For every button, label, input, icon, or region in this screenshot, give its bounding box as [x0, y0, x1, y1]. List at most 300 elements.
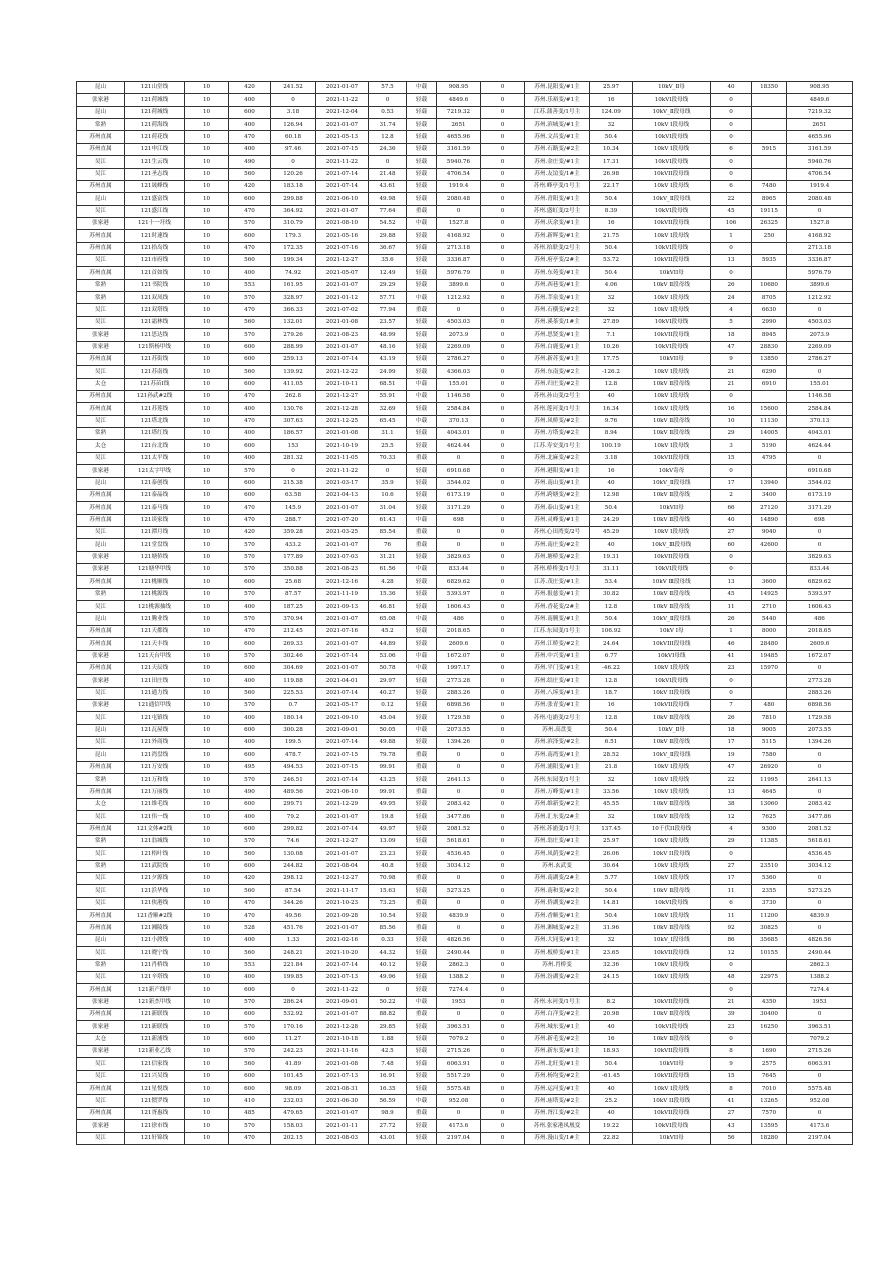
table-cell: 轻载	[407, 1132, 437, 1144]
table-cell: 10kV Ⅰ段母线	[633, 971, 711, 983]
table-cell: 478.7	[271, 749, 316, 761]
table-cell: 2584.84	[787, 403, 853, 415]
table-cell: 242.23	[271, 1046, 316, 1058]
table-cell: 32	[590, 811, 633, 823]
table-cell: 张家港	[77, 94, 125, 106]
table-cell: 2021-07-14	[316, 353, 369, 365]
table-cell: 470	[229, 502, 271, 514]
table-cell: 600	[229, 860, 271, 872]
table-cell: 5115	[752, 737, 787, 749]
table-cell: 0	[437, 873, 481, 885]
table-cell: 0	[481, 811, 525, 823]
table-row	[77, 514, 853, 526]
table-cell: 10	[185, 143, 229, 155]
table-cell: 186.57	[271, 428, 316, 440]
table-cell: 苏州.汾湖变/#2主	[525, 971, 590, 983]
table-cell: 0.33	[369, 934, 407, 946]
table-cell: 400	[229, 675, 271, 687]
table-cell: 2081.52	[437, 823, 481, 835]
table-cell: 苏州直属	[77, 131, 125, 143]
table-cell: 10	[185, 440, 229, 452]
table-cell: 张家港	[77, 1046, 125, 1058]
table-cell: 昆山	[77, 82, 125, 94]
table-cell: 121霜林线	[125, 316, 185, 328]
table-cell: 600	[229, 1070, 271, 1082]
table-cell: 17	[711, 477, 752, 489]
table-cell: 32	[590, 774, 633, 786]
table-cell: 2021-11-22	[316, 156, 369, 168]
table-cell: 121万和线	[125, 774, 185, 786]
table-cell: 26325	[752, 217, 787, 229]
table-cell: 172.35	[271, 242, 316, 254]
table-cell: 2021-01-07	[316, 205, 369, 217]
table-cell: 0	[787, 749, 853, 761]
table-cell: 532.92	[271, 1008, 316, 1020]
table-cell: 10kV Ⅰ段母线	[633, 860, 711, 872]
table-cell: 2073.9	[787, 329, 853, 341]
table-cell: 32.36	[590, 959, 633, 971]
table-row	[77, 947, 853, 959]
table-cell: 0	[369, 984, 407, 996]
table-cell: 苏州.肖桥变	[525, 959, 590, 971]
table-cell: 600	[229, 724, 271, 736]
table-cell: 106	[711, 217, 752, 229]
table-cell: 苏州.石路变/#2主	[525, 143, 590, 155]
table-cell: 1997.17	[437, 662, 481, 674]
table-cell: 10	[185, 934, 229, 946]
table-cell: 15.63	[369, 885, 407, 897]
table-row	[77, 910, 853, 922]
table-cell: 苏州.北麻变/#2主	[525, 452, 590, 464]
table-cell: 苏州直属	[77, 143, 125, 155]
table-cell: 560	[229, 168, 271, 180]
table-cell: 121书院线	[125, 279, 185, 291]
table-cell: 100.19	[590, 440, 633, 452]
table-cell: 轻载	[407, 156, 437, 168]
table-cell: 2021-05-16	[316, 230, 369, 242]
table-cell: 10kV Ⅰ段母线	[633, 366, 711, 378]
table-cell: 31.11	[590, 564, 633, 576]
table-row	[77, 922, 853, 934]
table-cell: 10kV Ⅱ段母线	[633, 489, 711, 501]
table-cell: 4624.44	[787, 440, 853, 452]
table-cell: 4536.45	[437, 848, 481, 860]
table-cell: 1394.26	[437, 737, 481, 749]
table-cell: 吴江	[77, 316, 125, 328]
table-cell: 10kV Ⅱ段母线	[633, 378, 711, 390]
table-cell: 苏州.苏浦变/1号主	[525, 823, 590, 835]
table-cell: 10	[185, 378, 229, 390]
table-cell: 2021-11-22	[316, 984, 369, 996]
table-cell: 400	[229, 267, 271, 279]
table-cell: 2021-06-10	[316, 786, 369, 798]
table-cell: 50.78	[369, 662, 407, 674]
table-row	[77, 971, 853, 983]
table-cell: 10	[185, 551, 229, 563]
table-cell: 5976.79	[787, 267, 853, 279]
table-cell: 苏州.南腾变/#1主	[525, 613, 590, 625]
table-cell: 常熟	[77, 588, 125, 600]
table-cell: 10	[185, 922, 229, 934]
table-cell: 35.6	[369, 255, 407, 267]
table-cell: 121太字甲线	[125, 465, 185, 477]
table-cell: 5940.76	[437, 156, 481, 168]
table-cell: 30400	[752, 1008, 787, 1020]
table-cell: 2651	[787, 119, 853, 131]
table-cell: 22.82	[590, 1132, 633, 1144]
table-cell: 4173.6	[787, 1120, 853, 1132]
table-cell: 53.4	[590, 576, 633, 588]
table-cell: 0	[481, 687, 525, 699]
table-cell: 10kV Ⅰ段母线	[633, 304, 711, 316]
table-cell: 19	[711, 749, 752, 761]
table-cell: 65.45	[369, 415, 407, 427]
table-cell: 6	[711, 180, 752, 192]
table-cell: 2021-11-17	[316, 885, 369, 897]
table-cell: 0	[787, 897, 853, 909]
table-cell: 45	[711, 588, 752, 600]
table-cell: 江苏.蒲善变/1号主	[525, 106, 590, 118]
table-cell: 苏州.莲河变/1号主	[525, 403, 590, 415]
table-cell: 常熟	[77, 119, 125, 131]
table-cell: 92	[711, 922, 752, 934]
table-cell: 5190	[752, 440, 787, 452]
table-cell: 27.89	[590, 316, 633, 328]
table-cell: 苏州.归庄变/#2主	[525, 378, 590, 390]
table-cell: 苏州.方塔变/#2主	[525, 428, 590, 440]
table-cell: 1919.4	[437, 180, 481, 192]
table-cell: 121武院线	[125, 860, 185, 872]
table-cell: 49.56	[271, 910, 316, 922]
table-cell: 121桃源抽线	[125, 601, 185, 613]
table-cell: 410	[229, 1095, 271, 1107]
table-cell: 202.15	[271, 1132, 316, 1144]
table-cell: 10kV Ⅰ段母线	[633, 873, 711, 885]
table-cell: 10.26	[590, 341, 633, 353]
table-cell: 833.44	[787, 564, 853, 576]
table-cell: 21.8	[590, 761, 633, 773]
table-cell: 5575.48	[437, 1083, 481, 1095]
table-cell: 10	[185, 329, 229, 341]
table-cell: 600	[229, 984, 271, 996]
table-cell: 2021-01-07	[316, 341, 369, 353]
table-row	[77, 1070, 853, 1082]
table-cell: 0	[481, 761, 525, 773]
table-row	[77, 502, 853, 514]
table-cell: 10	[185, 959, 229, 971]
table-cell: 40	[711, 514, 752, 526]
table-cell: 0	[481, 1132, 525, 1144]
table-cell: 昆山	[77, 934, 125, 946]
table-cell: 570	[229, 292, 271, 304]
table-cell: 16	[711, 403, 752, 415]
table-cell: 0	[437, 786, 481, 798]
table-cell: 0	[787, 205, 853, 217]
table-cell: 苏州直属	[77, 489, 125, 501]
table-cell: 40	[590, 1107, 633, 1119]
table-cell: 952.08	[437, 1095, 481, 1107]
table-cell: 570	[229, 217, 271, 229]
table-cell: 19115	[752, 205, 787, 217]
table-cell: 420	[229, 82, 271, 94]
table-cell: 0	[481, 539, 525, 551]
table-cell: 10	[185, 1095, 229, 1107]
table-cell: 苏州直属	[77, 1008, 125, 1020]
table-row	[77, 255, 853, 267]
table-cell: 121通信甲线	[125, 699, 185, 711]
table-cell: 轻载	[407, 699, 437, 711]
table-cell: 苏州.溪茶变/1#主	[525, 316, 590, 328]
table-cell: 2021-07-14	[316, 737, 369, 749]
table-cell: 重载	[407, 205, 437, 217]
table-cell: 50.4	[590, 131, 633, 143]
table-cell: 63.58	[271, 489, 316, 501]
table-cell: 苏州.拾联变/2号主	[525, 242, 590, 254]
table-cell: 121星悦线	[125, 1083, 185, 1095]
table-cell: 10kVII母	[633, 353, 711, 365]
table-row	[77, 1107, 853, 1119]
table-cell: 73.25	[369, 897, 407, 909]
table-cell: 11.27	[271, 1033, 316, 1045]
table-cell: 2021-12-29	[316, 798, 369, 810]
table-cell: 中载	[407, 1095, 437, 1107]
table-cell: 10kV II段母线	[633, 1095, 711, 1107]
table-cell: 0	[481, 366, 525, 378]
table-cell: 2073.55	[787, 724, 853, 736]
table-cell: 121翁城线	[125, 835, 185, 847]
table-cell: 轻载	[407, 329, 437, 341]
table-cell: 10kV Ⅰ段母线	[633, 761, 711, 773]
table-cell: 苏州.南庄变/#2主	[525, 539, 590, 551]
table-row	[77, 106, 853, 118]
table-cell: 470	[229, 910, 271, 922]
table-cell: 19.22	[590, 1120, 633, 1132]
table-cell: 54.52	[369, 217, 407, 229]
table-cell: 24.29	[590, 514, 633, 526]
table-cell: 0	[481, 1107, 525, 1119]
table-cell: 10kV_Ⅱ母	[633, 82, 711, 94]
table-cell: 170.16	[271, 1021, 316, 1033]
table-cell: 199.85	[271, 971, 316, 983]
table-cell: 轻载	[407, 1021, 437, 1033]
table-cell: 苏州.灵峰变/#1主	[525, 514, 590, 526]
table-cell: 4795	[752, 452, 787, 464]
table-row	[77, 551, 853, 563]
table-cell: 4173.6	[437, 1120, 481, 1132]
table-cell: 470	[229, 242, 271, 254]
table-cell: 张家港	[77, 1120, 125, 1132]
table-cell: 12.8	[369, 131, 407, 143]
table-cell: 10kVII段母线	[633, 947, 711, 959]
table-cell: 570	[229, 564, 271, 576]
table-cell: 3336.87	[787, 255, 853, 267]
table-cell: 5935	[752, 255, 787, 267]
table-cell: 2080.48	[437, 193, 481, 205]
table-cell: 13940	[752, 477, 787, 489]
table-cell: 0	[711, 848, 752, 860]
table-cell: 0	[481, 217, 525, 229]
table-cell: 18	[711, 724, 752, 736]
table-cell: 570	[229, 465, 271, 477]
table-cell: 35685	[752, 934, 787, 946]
table-cell: 10	[185, 1120, 229, 1132]
table-cell: 2021-09-01	[316, 724, 369, 736]
table-cell: 10kV Ⅱ段母线	[633, 811, 711, 823]
table-cell: 13850	[752, 353, 787, 365]
table-cell: 121新浦线	[125, 1033, 185, 1045]
table-cell: 3171.29	[787, 502, 853, 514]
table-cell: 太仓	[77, 1033, 125, 1045]
table-cell: 4645	[752, 786, 787, 798]
table-cell: 9	[711, 1058, 752, 1070]
table-cell: 10	[185, 947, 229, 959]
table-cell: 苏州直属	[77, 1107, 125, 1119]
table-cell: 轻载	[407, 255, 437, 267]
table-cell: 57.5	[369, 82, 407, 94]
table-cell: 262.8	[271, 390, 316, 402]
table-cell: 600	[229, 341, 271, 353]
table-cell: 2197.04	[787, 1132, 853, 1144]
table-cell: 36.67	[369, 242, 407, 254]
table-cell: 0	[787, 1070, 853, 1082]
table-cell: 苏州.东南变/#2主	[525, 366, 590, 378]
table-cell: 轻载	[407, 428, 437, 440]
table-cell: 121十一圩线	[125, 217, 185, 229]
table-cell: 6630	[752, 304, 787, 316]
table-cell: 2490.44	[787, 947, 853, 959]
table-cell: 1953	[437, 996, 481, 1008]
table-cell: 600	[229, 193, 271, 205]
table-row	[77, 477, 853, 489]
table-body	[77, 82, 853, 1145]
table-row	[77, 1033, 853, 1045]
table-cell: 吴江	[77, 415, 125, 427]
table-cell: 121夕源线	[125, 873, 185, 885]
table-cell: 10	[185, 860, 229, 872]
table-cell	[752, 156, 787, 168]
table-row	[77, 304, 853, 316]
table-cell: 常熟	[77, 860, 125, 872]
table-cell: 10	[185, 477, 229, 489]
table-cell: 3171.29	[437, 502, 481, 514]
table-cell: 11	[711, 910, 752, 922]
table-cell: 570	[229, 1021, 271, 1033]
table-row	[77, 131, 853, 143]
table-cell: 16	[590, 217, 633, 229]
table-cell: 苏州.平门变/#1主	[525, 662, 590, 674]
table-cell: 10kV Ⅰ段母线	[633, 1083, 711, 1095]
table-cell: 4.28	[369, 576, 407, 588]
table-cell: 苏州.峰亭变/1号主	[525, 180, 590, 192]
table-cell: 50.4	[590, 502, 633, 514]
table-cell: 480	[752, 699, 787, 711]
table-cell: 6910.68	[437, 465, 481, 477]
table-cell: 269.33	[271, 638, 316, 650]
table-cell: 轻载	[407, 1033, 437, 1045]
table-cell: 21	[711, 378, 752, 390]
table-cell: 轻载	[407, 94, 437, 106]
table-cell: 2021-01-07	[316, 539, 369, 551]
table-cell: 9.76	[590, 415, 633, 427]
table-cell: 45.04	[369, 712, 407, 724]
table-cell: 6910	[752, 378, 787, 390]
table-cell: 2021-01-07	[316, 279, 369, 291]
table-cell: 3899.6	[437, 279, 481, 291]
table-cell: 86	[711, 934, 752, 946]
table-cell: 1729.58	[787, 712, 853, 724]
table-cell: 470	[229, 514, 271, 526]
table-cell: 10千伏II段母线	[633, 823, 711, 835]
table-cell: 570	[229, 551, 271, 563]
table-cell: 121屯镇线	[125, 712, 185, 724]
table-cell: 0	[437, 749, 481, 761]
table-row	[77, 82, 853, 94]
line-load-table	[76, 81, 832, 1145]
table-cell: 30.82	[590, 588, 633, 600]
table-cell: 0	[481, 205, 525, 217]
table-cell	[633, 984, 711, 996]
table-cell: 199.34	[271, 255, 316, 267]
table-cell: 轻载	[407, 638, 437, 650]
table-cell: 0.7	[271, 699, 316, 711]
table-cell: 121塔北线	[125, 415, 185, 427]
table-cell: 10kV Ⅰ段母线	[633, 786, 711, 798]
table-cell: 2021-08-04	[316, 860, 369, 872]
table-cell: 0	[481, 292, 525, 304]
table-cell: 2786.27	[437, 353, 481, 365]
table-cell: 苏州.文昌变/#1主	[525, 131, 590, 143]
table-cell: 0	[481, 1033, 525, 1045]
table-cell: 苏州.盛虹变/2号主	[525, 205, 590, 217]
table-cell: 48.99	[369, 329, 407, 341]
table-cell: 2021-03-17	[316, 477, 369, 489]
table-cell: 轻载	[407, 601, 437, 613]
table-cell: 10kV Ⅰ段母线	[633, 143, 711, 155]
table-cell: 121苏南线	[125, 366, 185, 378]
table-cell: 10kV Ⅰ段母线	[633, 230, 711, 242]
table-cell: 轻载	[407, 551, 437, 563]
table-cell: 600	[229, 489, 271, 501]
table-cell: 53.72	[590, 255, 633, 267]
table-cell: 49.95	[369, 798, 407, 810]
table-cell: 121荷城线	[125, 94, 185, 106]
table-cell: 50.4	[590, 193, 633, 205]
table-cell: 0	[481, 934, 525, 946]
table-cell: 4168.92	[437, 230, 481, 242]
table-cell: 3336.87	[437, 255, 481, 267]
table-cell: 19.31	[590, 551, 633, 563]
table-cell: 昆山	[77, 106, 125, 118]
table-cell: 2021-08-23	[316, 564, 369, 576]
table-row	[77, 292, 853, 304]
table-cell: 43.25	[369, 774, 407, 786]
table-cell: 24.36	[369, 143, 407, 155]
table-cell: 3.18	[590, 452, 633, 464]
table-cell: 重载	[407, 761, 437, 773]
table-cell: 0	[481, 230, 525, 242]
table-cell: 4350	[752, 996, 787, 1008]
table-cell: 张家港	[77, 551, 125, 563]
table-cell: 13060	[752, 798, 787, 810]
table-cell: 74.92	[271, 267, 316, 279]
table-cell: 121天辰线	[125, 662, 185, 674]
table-cell: 重载	[407, 452, 437, 464]
table-cell: 10	[185, 1083, 229, 1095]
table-cell: 120.26	[271, 168, 316, 180]
table-cell: 44.32	[369, 947, 407, 959]
table-cell: 昆山	[77, 613, 125, 625]
table-cell: 10.34	[590, 143, 633, 155]
